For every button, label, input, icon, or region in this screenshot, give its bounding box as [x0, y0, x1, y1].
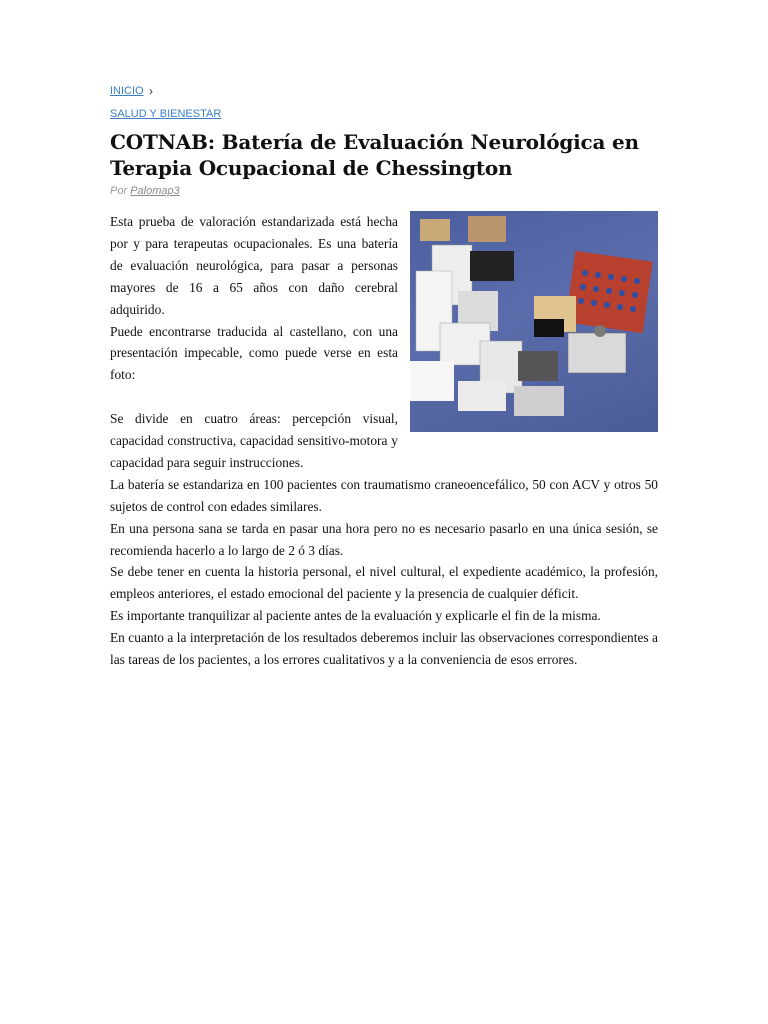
paragraph-5: En una persona sana se tarda en pasar una hora pero no es necesario pasarlo en una única sesión, se recomienda hacerlo a lo largo de 2 ó 3 días.	[110, 520, 658, 558]
article-body	[110, 211, 658, 671]
article-photo	[410, 211, 658, 432]
photo-illustration	[410, 211, 658, 432]
paragraph-8: En cuanto a la interpretación de los resultados deberemos incluir las observaciones correspondientes a las tareas de los pacientes, a los errores cualitativos y a la conveniencia de esos errores.	[110, 630, 658, 668]
article-title: COTNAB: Batería de Evaluación Neurológica en Terapia Ocupacional de Chessington	[110, 130, 639, 180]
paragraph-4: La batería se estandariza en 100 pacientes con traumatismo craneoencefálico, 50 con ACV y otros 50 sujetos de control con edades similares.	[110, 476, 658, 514]
byline-prefix: Por	[110, 185, 128, 197]
breadcrumb-category-link[interactable]: SALUD Y BIENESTAR	[110, 108, 222, 120]
byline	[110, 185, 180, 197]
breadcrumb-separator: ›	[149, 84, 153, 98]
paragraph-6: Se debe tener en cuenta la historia personal, el nivel cultural, el expediente académico, la profesión, empleos anteriores, el estado emocional del paciente y la presencia de cualquier déficit.	[110, 564, 658, 602]
paragraph-7: Es importante tranquilizar al paciente antes de la evaluación y explicarle el fin de la misma.	[110, 608, 601, 624]
paragraph-3: Se divide en cuatro áreas: percepción visual, capacidad constructiva, capacidad sensitivo-motora y capacidad para seguir instrucciones.	[110, 411, 398, 470]
paragraph-2: Puede encontrarse traducida al castellano, con una presentación impecable, como puede verse en esta foto:	[110, 323, 398, 383]
paragraph-1: Esta prueba de valoración estandarizada está hecha por y para terapeutas ocupacionales. Es una batería de evaluación neurológica, para pasar a personas mayores de 16 a 65 años con daño cerebral adquirido.	[110, 214, 398, 317]
author-link[interactable]: Palomap3	[130, 185, 180, 197]
breadcrumb-home-link[interactable]: INICIO	[110, 85, 144, 97]
